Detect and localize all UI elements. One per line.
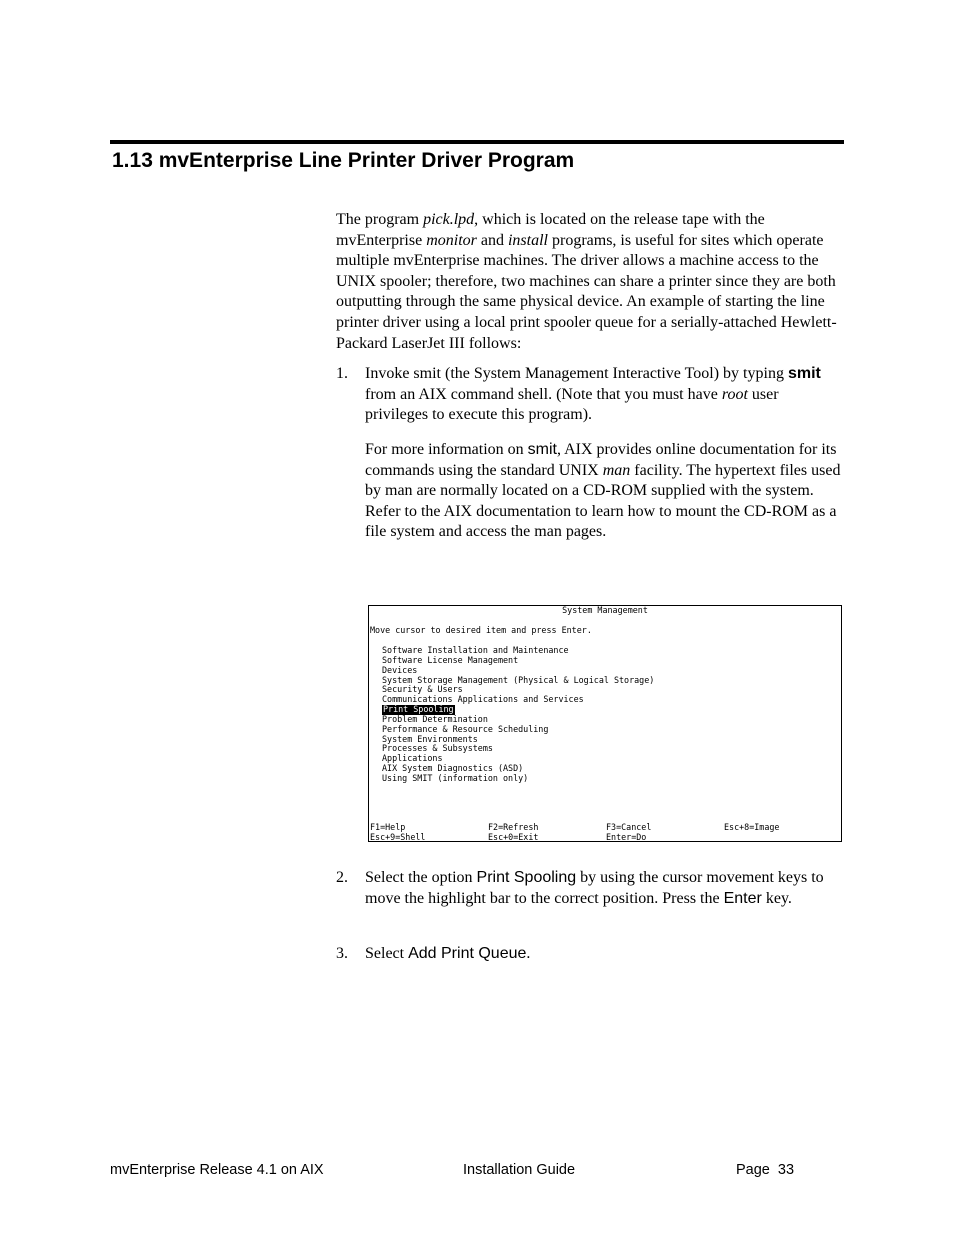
smit-menu-item[interactable]: Performance & Resource Scheduling	[382, 723, 549, 734]
intro-text-2: , which is located on the release tape with the mvEnterprise	[336, 211, 765, 249]
smit-menu-item[interactable]: System Storage Management (Physical & Logical Storage)	[382, 674, 655, 685]
smit-menu-item[interactable]: Security & Users	[382, 684, 463, 695]
section-heading: 1.13 mvEnterprise Line Printer Driver Program	[112, 149, 575, 172]
fkey-help[interactable]: F1=Help	[370, 822, 406, 832]
smit-menu-item[interactable]: Applications	[382, 753, 443, 764]
footer-guide: Installation Guide	[463, 1162, 576, 1178]
smit-title: System Management	[562, 605, 648, 615]
smit-prompt: Move cursor to desired item and press Enter.	[370, 625, 592, 635]
step-2-text-3: key.	[761, 889, 792, 907]
step-1-root: root	[721, 385, 748, 403]
intro-pick-lpd: pick.lpd	[423, 211, 475, 228]
fkey-shell[interactable]: Esc+9=Shell	[370, 831, 426, 842]
step-3-text	[365, 944, 843, 965]
more-text-2: , AIX provides online documentation for its commands using the standard UNIX	[365, 441, 837, 479]
section-rule	[110, 140, 844, 144]
smit-menu-item[interactable]: Software License Management	[382, 654, 519, 665]
step-2-option: Print Spooling	[476, 869, 577, 886]
step-2-text	[365, 868, 843, 909]
step-1-smit: smit	[787, 365, 821, 382]
fkey-image[interactable]: Esc+8=Image	[724, 822, 780, 832]
intro-paragraph	[336, 210, 841, 354]
more-smit: smit	[527, 441, 557, 458]
smit-menu	[382, 646, 654, 784]
step-2-key: Enter	[723, 889, 762, 907]
step-2-text-2: by using the cursor movement keys to move the highlight bar to the correct position. Press the	[365, 869, 824, 907]
more-text-3: facility. The hypertext files used by man are normally located on a CD-ROM supplied with the system. Refer to the AIX documentation to learn how to mount the CD-ROM as a file system and access the man pages.	[365, 461, 841, 541]
step-2-number: 2.	[336, 869, 348, 886]
more-text-1: For more information on	[365, 441, 528, 458]
intro-text-3: and	[476, 231, 508, 249]
step-1-text-3: user privileges to execute this program).	[365, 385, 779, 424]
smit-menu-item[interactable]: Processes & Subsystems	[382, 743, 493, 754]
smit-menu-item[interactable]: AIX System Diagnostics (ASD)	[382, 763, 524, 774]
intro-monitor: monitor	[426, 231, 477, 249]
smit-menu-item[interactable]: Devices	[382, 664, 418, 675]
step-2-text-1: Select the option	[365, 869, 477, 886]
smit-screenshot	[368, 605, 842, 842]
step-1-text-1: Invoke smit (the System Management Interactive Tool) by typing	[365, 365, 788, 382]
intro-text-4: programs, is useful for sites which operate multiple mvEnterprise machines. The driver allows a machine access to the UNIX spooler; therefore, two machines can share a printer since they are both outputting through the same physical device. An example of starting the line printer driver using a local print spooler queue for a serially-attached Hewlett-Packard LaserJet III follows:	[336, 231, 837, 352]
step-3-text-2: .	[526, 945, 531, 962]
smit-menu-item[interactable]: Using SMIT (information only)	[382, 772, 529, 783]
step-3-text-1: Select	[365, 945, 409, 962]
smit-menu-item[interactable]: System Environments	[382, 733, 478, 744]
smit-menu-item[interactable]: Problem Determination	[382, 713, 488, 724]
step-1-text-2: from an AIX command shell. (Note that you must have	[365, 385, 722, 403]
smit-menu-item[interactable]: Communications Applications and Services	[382, 694, 584, 705]
intro-text-1: The program	[336, 211, 424, 228]
intro-install: install	[507, 231, 548, 249]
step-1-more-text	[365, 440, 843, 543]
fkey-refresh[interactable]: F2=Refresh	[488, 822, 539, 832]
smit-menu-item-selected[interactable]: Print Spooling	[383, 704, 454, 715]
footer-page-number: Page 33	[736, 1162, 795, 1178]
more-man: man	[602, 461, 631, 479]
step-1-number: 1.	[336, 365, 348, 382]
step-1-text	[365, 364, 843, 426]
fkey-do[interactable]: Enter=Do	[606, 831, 647, 842]
step-3-number: 3.	[336, 945, 348, 962]
step-3-option: Add Print Queue	[408, 945, 527, 962]
fkey-exit[interactable]: Esc+0=Exit	[488, 831, 539, 842]
smit-menu-item[interactable]: Software Installation and Maintenance	[382, 645, 569, 655]
footer-product: mvEnterprise Release 4.1 on AIX	[110, 1162, 324, 1178]
fkey-cancel[interactable]: F3=Cancel	[606, 822, 652, 832]
